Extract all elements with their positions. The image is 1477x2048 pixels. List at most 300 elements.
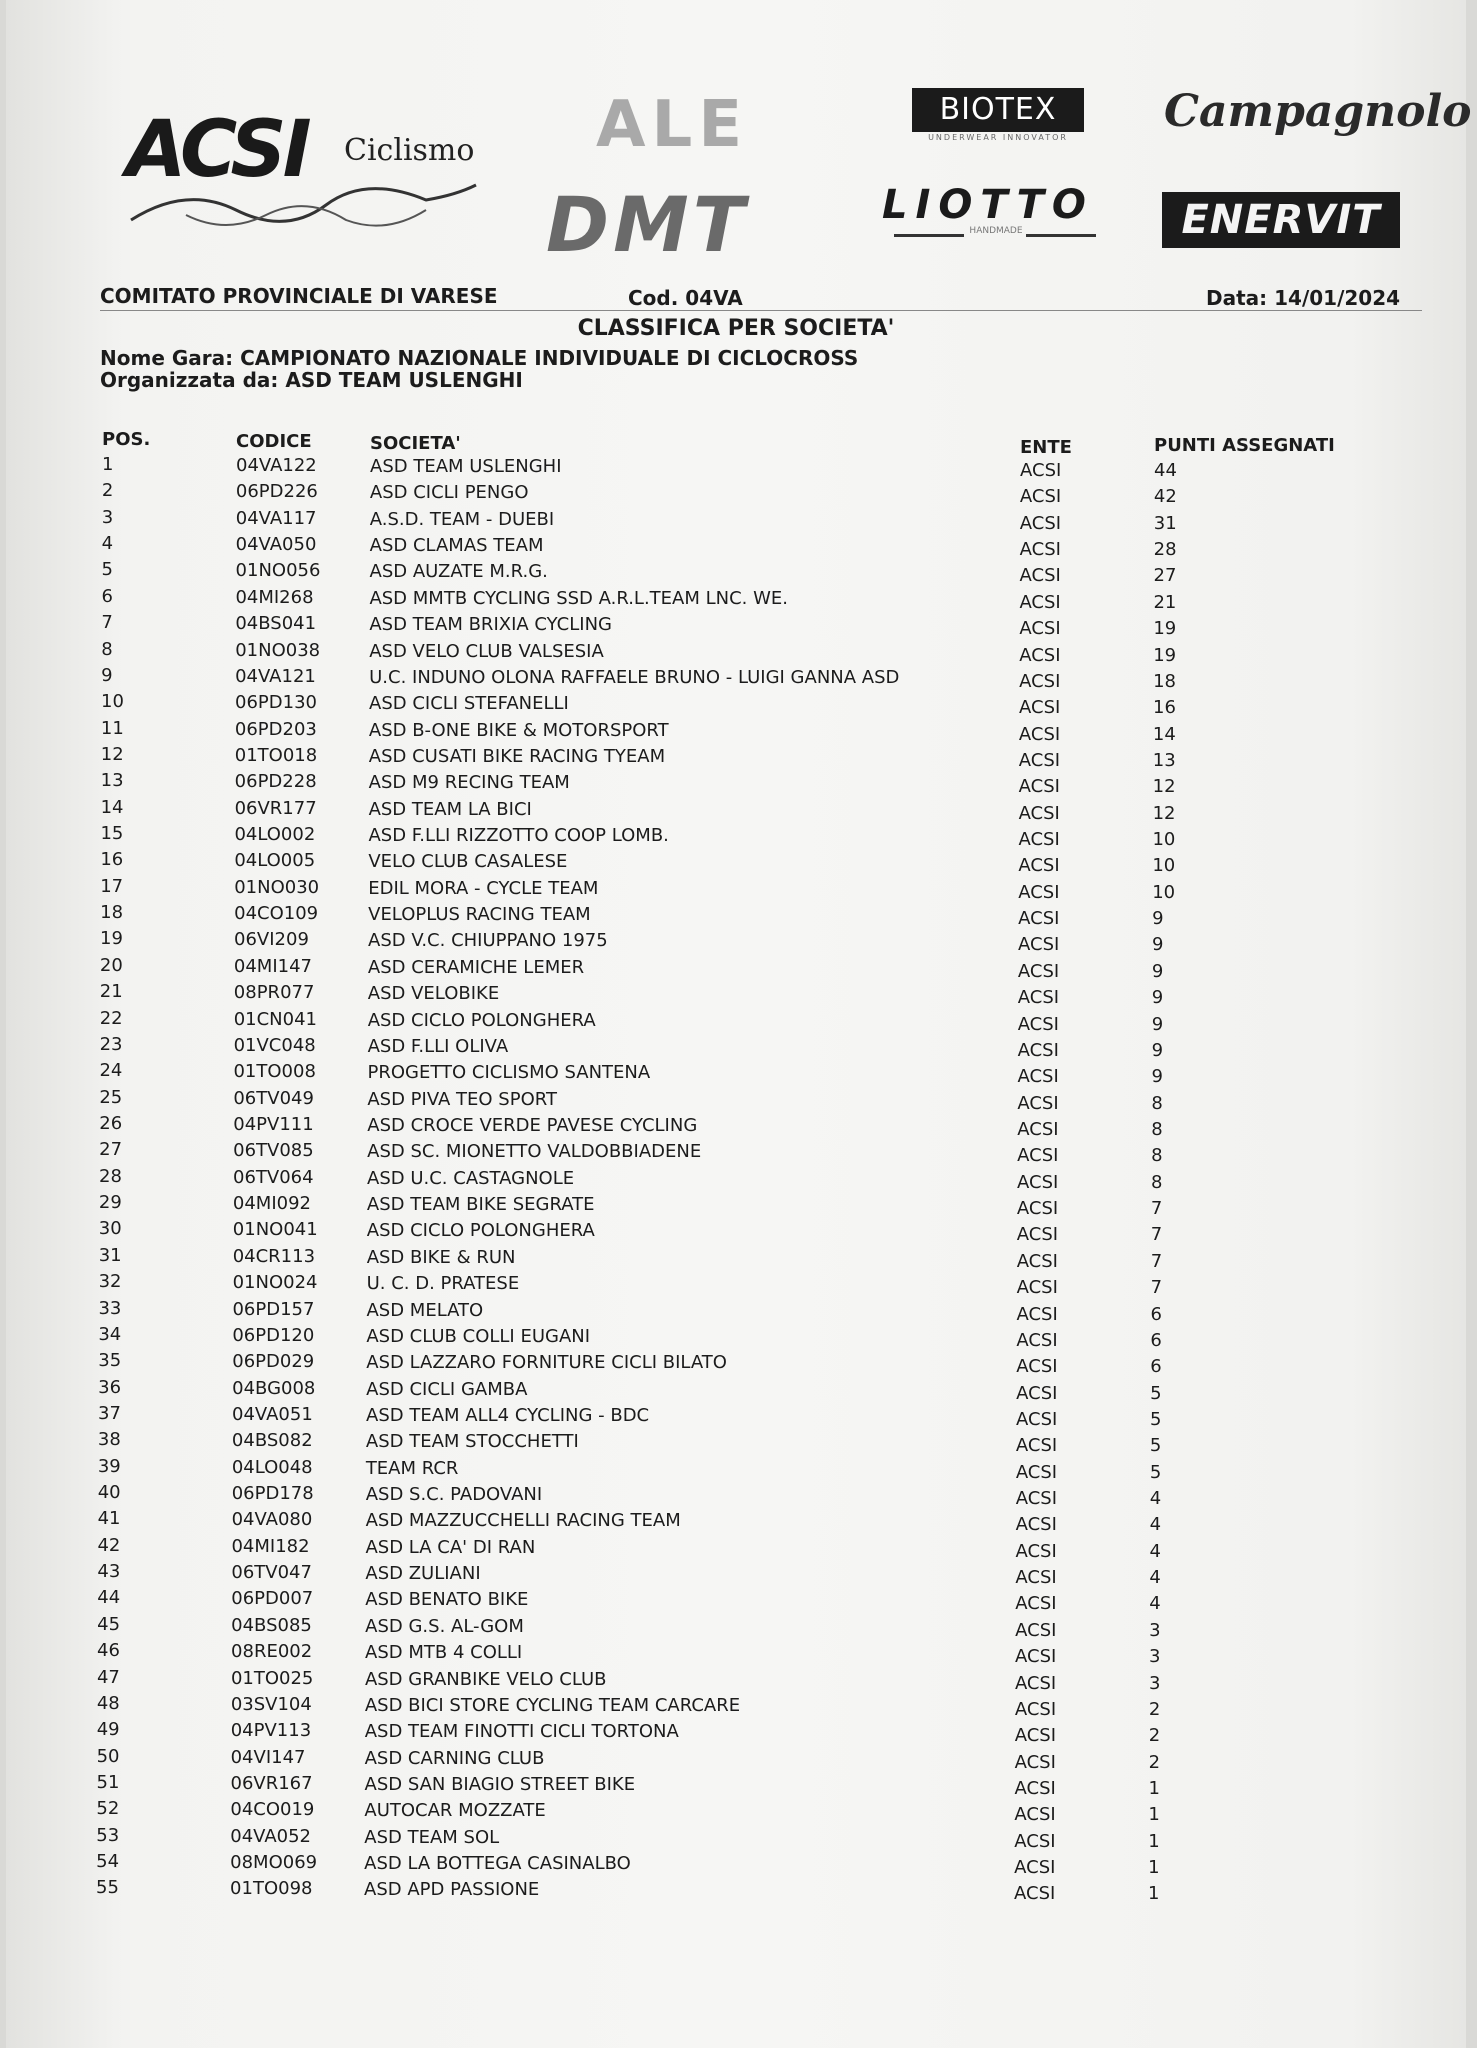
cell-points: 12 — [1152, 802, 1176, 824]
cell-code: 04VA050 — [235, 534, 317, 556]
cell-pos: 26 — [99, 1113, 123, 1134]
cell-points: 3 — [1149, 1619, 1161, 1641]
cell-body: ACSI — [1018, 723, 1061, 745]
cell-points: 10 — [1152, 881, 1176, 903]
cell-points: 9 — [1151, 1013, 1164, 1035]
table-row — [6, 955, 1466, 981]
cell-points: 6 — [1150, 1329, 1162, 1351]
cell-pos: 11 — [100, 717, 124, 739]
cell-body: ACSI — [1020, 460, 1062, 481]
cell-body: ACSI — [1018, 776, 1060, 798]
table-row — [6, 1139, 1466, 1165]
cell-points: 4 — [1149, 1514, 1162, 1536]
cell-pos: 39 — [97, 1455, 121, 1477]
cell-club: ASD MTB 4 COLLI — [365, 1642, 523, 1664]
table-row — [6, 1034, 1466, 1060]
page-title: CLASSIFICA PER SOCIETA' — [577, 316, 895, 341]
cell-code: 04VA117 — [235, 507, 317, 529]
cell-body: ACSI — [1015, 1488, 1058, 1510]
cell-pos: 28 — [99, 1165, 122, 1187]
cell-pos: 34 — [98, 1323, 122, 1345]
dmt-logo: DMT — [546, 180, 749, 269]
cell-code: 04LO005 — [234, 850, 316, 872]
cell-points: 10 — [1152, 855, 1176, 877]
cell-code: 06PD029 — [232, 1351, 315, 1373]
cell-body: ACSI — [1016, 1198, 1059, 1220]
cell-points: 27 — [1153, 565, 1177, 587]
table-row — [6, 1640, 1466, 1666]
cell-code: 06TV085 — [233, 1140, 314, 1162]
table-row — [6, 1719, 1466, 1745]
cell-code: 08MO069 — [230, 1852, 318, 1874]
campagnolo-logo: Campagnolo — [1164, 86, 1472, 137]
table-row — [6, 1482, 1466, 1508]
cell-points: 6 — [1150, 1356, 1162, 1378]
cell-pos: 8 — [101, 638, 113, 660]
cell-code: 04CR113 — [232, 1245, 316, 1267]
table-row — [6, 507, 1466, 533]
cell-points: 2 — [1148, 1751, 1161, 1773]
cell-club: ASD VELO CLUB VALSESIA — [369, 640, 604, 662]
cell-body: ACSI — [1015, 1619, 1057, 1641]
table-row — [6, 928, 1466, 954]
cell-club: U.C. INDUNO OLONA RAFFAELE BRUNO - LUIGI GANNA ASD — [369, 666, 900, 688]
table-row — [6, 1535, 1466, 1561]
cell-club: ASD CUSATI BIKE RACING TYEAM — [368, 745, 666, 767]
cell-body: ACSI — [1018, 934, 1060, 956]
cell-points: 3 — [1148, 1672, 1161, 1694]
cell-code: 08PR077 — [233, 982, 315, 1004]
table-row — [6, 480, 1466, 506]
cell-body: ACSI — [1019, 697, 1061, 719]
cell-pos: 45 — [97, 1613, 121, 1635]
cell-body: ACSI — [1016, 1382, 1058, 1404]
cell-body: ACSI — [1016, 1277, 1058, 1299]
cell-code: 04CO109 — [234, 903, 319, 925]
cell-club: ASD CERAMICHE LEMER — [367, 956, 585, 978]
cell-body: ACSI — [1015, 1540, 1057, 1562]
column-header-points: PUNTI ASSEGNATI — [1154, 435, 1335, 456]
cell-body: ACSI — [1016, 1408, 1058, 1430]
cell-club: ASD CICLI PENGO — [369, 482, 529, 504]
race-code: Cod. 04VA — [628, 286, 743, 310]
table-row — [6, 902, 1466, 928]
cell-pos: 25 — [99, 1086, 123, 1108]
table-row — [6, 876, 1466, 902]
cell-club: ASD SAN BIAGIO STREET BIKE — [364, 1774, 636, 1795]
header-divider — [100, 310, 1422, 311]
cell-pos: 17 — [100, 875, 124, 897]
cell-points: 1 — [1148, 1830, 1160, 1852]
cell-code: 04MI268 — [235, 586, 314, 608]
cell-body: ACSI — [1017, 960, 1060, 982]
table-row — [6, 1561, 1466, 1587]
cell-pos: 4 — [101, 533, 114, 555]
table-row — [6, 1350, 1466, 1376]
cell-body: ACSI — [1014, 1725, 1057, 1747]
cell-body: ACSI — [1017, 1013, 1059, 1035]
cell-pos: 15 — [100, 823, 124, 845]
cell-points: 12 — [1152, 776, 1176, 798]
cell-points: 16 — [1153, 697, 1176, 719]
cell-code: 04BS041 — [235, 613, 317, 635]
cell-body: ACSI — [1014, 1830, 1056, 1852]
cell-club: ASD CICLI GAMBA — [366, 1378, 528, 1400]
cell-club: ASD TEAM FINOTTI CICLI TORTONA — [364, 1721, 679, 1743]
cell-code: 01CN041 — [233, 1008, 317, 1030]
cell-pos: 14 — [100, 796, 124, 818]
cell-body: ACSI — [1018, 855, 1060, 877]
cell-club: VELO CLUB CASALESE — [368, 851, 568, 873]
cell-club: ASD TEAM ALL4 CYCLING - BDC — [366, 1404, 650, 1426]
cell-pos: 1 — [102, 454, 114, 475]
cell-code: 04BS085 — [231, 1614, 312, 1636]
cell-code: 06PD178 — [231, 1483, 314, 1505]
table-row — [6, 691, 1466, 717]
cell-pos: 44 — [97, 1587, 121, 1609]
cell-pos: 23 — [99, 1033, 123, 1055]
table-row — [6, 1087, 1466, 1113]
cell-body: ACSI — [1018, 829, 1060, 851]
cell-club: ASD MELATO — [366, 1299, 484, 1321]
cell-pos: 35 — [98, 1350, 122, 1372]
cell-code: 06VI209 — [234, 929, 309, 951]
acsi-swirl-icon — [126, 165, 486, 235]
cell-points: 14 — [1152, 723, 1176, 745]
cell-club: ASD F.LLI OLIVA — [367, 1035, 509, 1057]
cell-points: 7 — [1150, 1198, 1163, 1220]
table-row — [6, 612, 1466, 638]
cell-code: 06PD007 — [231, 1588, 314, 1610]
cell-points: 9 — [1151, 1066, 1163, 1088]
cell-body: ACSI — [1019, 512, 1062, 534]
race-name: Nome Gara: CAMPIONATO NAZIONALE INDIVIDUALE DI CICLOCROSS — [100, 346, 859, 370]
column-header-body: ENTE — [1020, 437, 1072, 458]
table-row — [6, 586, 1466, 612]
cell-pos: 2 — [101, 480, 114, 502]
cell-code: 04VA122 — [236, 455, 317, 476]
cell-pos: 51 — [96, 1772, 120, 1793]
table-row — [6, 1877, 1466, 1903]
cell-points: 28 — [1153, 539, 1177, 561]
cell-pos: 31 — [98, 1244, 122, 1266]
cell-body: ACSI — [1015, 1593, 1057, 1615]
cell-points: 9 — [1151, 960, 1164, 982]
cell-club: ASD M9 RECING TEAM — [368, 772, 570, 794]
cell-body: ACSI — [1014, 1883, 1056, 1905]
cell-club: TEAM RCR — [365, 1457, 459, 1479]
table-row — [6, 1614, 1466, 1640]
table-row — [6, 1429, 1466, 1455]
cell-body: ACSI — [1016, 1303, 1058, 1325]
cell-club: ASD VELOBIKE — [367, 983, 500, 1005]
cell-points: 9 — [1151, 1039, 1164, 1061]
cell-points: 4 — [1149, 1488, 1162, 1510]
cell-pos: 12 — [100, 743, 124, 765]
cell-club: PROGETTO CICLISMO SANTENA — [367, 1062, 651, 1084]
cell-pos: 53 — [96, 1824, 120, 1846]
cell-points: 19 — [1153, 644, 1177, 666]
cell-pos: 33 — [98, 1297, 122, 1319]
cell-pos: 55 — [96, 1877, 119, 1899]
cell-body: ACSI — [1014, 1857, 1056, 1879]
cell-code: 06PD130 — [235, 692, 317, 714]
table-row — [6, 1456, 1466, 1482]
cell-pos: 29 — [98, 1192, 122, 1214]
cell-code: 08RE002 — [231, 1641, 313, 1663]
cell-body: ACSI — [1019, 670, 1061, 692]
table-row — [6, 1693, 1466, 1719]
cell-club: ASD TEAM STOCCHETTI — [365, 1431, 579, 1453]
liotto-tagline: HANDMADE — [969, 226, 1023, 236]
cell-club: U. C. D. PRATESE — [366, 1273, 520, 1295]
cell-club: ASD F.LLI RIZZOTTO COOP LOMB. — [368, 825, 669, 847]
cell-points: 5 — [1149, 1435, 1162, 1457]
cell-body: ACSI — [1014, 1672, 1057, 1694]
cell-code: 01TO018 — [234, 744, 318, 766]
cell-club: ASD AUZATE M.R.G. — [369, 561, 548, 583]
cell-body: ACSI — [1019, 644, 1061, 666]
cell-code: 04BS082 — [231, 1430, 313, 1452]
table-row — [6, 1851, 1466, 1877]
cell-pos: 52 — [96, 1798, 120, 1820]
cell-code: 03SV104 — [230, 1693, 312, 1715]
cell-body: ACSI — [1017, 1145, 1059, 1167]
cell-club: ASD V.C. CHIUPPANO 1975 — [368, 930, 608, 952]
cell-club: ASD TEAM SOL — [364, 1826, 500, 1848]
cell-body: ACSI — [1018, 881, 1060, 903]
cell-club: ASD GRANBIKE VELO CLUB — [364, 1668, 607, 1690]
cell-code: 01NO024 — [232, 1272, 318, 1294]
cell-points: 13 — [1152, 749, 1176, 771]
table-row — [6, 1587, 1466, 1613]
cell-points: 7 — [1150, 1250, 1163, 1272]
cell-body: ACSI — [1017, 1171, 1059, 1193]
cell-code: 04VI147 — [230, 1746, 306, 1768]
cell-body: ACSI — [1019, 591, 1061, 613]
cell-points: 9 — [1152, 934, 1164, 956]
cell-club: ASD BENATO BIKE — [365, 1589, 529, 1611]
cell-pos: 46 — [97, 1640, 120, 1662]
cell-code: 04CO019 — [230, 1799, 315, 1821]
cell-pos: 38 — [97, 1429, 121, 1451]
table-row — [6, 1825, 1466, 1851]
table-row — [6, 1113, 1466, 1139]
cell-club: ASD CLUB COLLI EUGANI — [366, 1325, 591, 1347]
table-row — [6, 770, 1466, 796]
table-row — [6, 1772, 1466, 1798]
cell-code: 04MI182 — [231, 1535, 310, 1557]
table-row — [6, 718, 1466, 744]
cell-points: 3 — [1149, 1646, 1161, 1668]
table-row — [6, 1192, 1466, 1218]
cell-points: 5 — [1149, 1461, 1162, 1483]
cell-club: ASD TEAM BRIXIA CYCLING — [369, 614, 613, 636]
table-row — [6, 1008, 1466, 1034]
table-row — [6, 981, 1466, 1007]
cell-points: 1 — [1148, 1778, 1160, 1799]
cell-body: ACSI — [1018, 908, 1060, 930]
acsi-logo-subtitle: Ciclismo — [344, 133, 475, 168]
table-row — [6, 744, 1466, 770]
cell-pos: 9 — [101, 664, 113, 686]
cell-body: ACSI — [1015, 1567, 1057, 1589]
cell-club: ASD CLAMAS TEAM — [369, 535, 544, 557]
cell-points: 8 — [1151, 1171, 1163, 1193]
cell-body: ACSI — [1014, 1698, 1057, 1720]
cell-body: ACSI — [1019, 565, 1061, 587]
table-row — [6, 665, 1466, 691]
cell-pos: 18 — [100, 902, 124, 924]
liotto-line-left — [894, 234, 964, 237]
organizer: Organizzata da: ASD TEAM USLENGHI — [100, 368, 523, 392]
biotex-logo: BIOTEX — [912, 88, 1084, 132]
cell-pos: 3 — [101, 506, 114, 528]
table-row — [6, 1060, 1466, 1086]
table-row — [6, 533, 1466, 559]
cell-code: 04MI147 — [233, 955, 313, 977]
cell-code: 06TV047 — [231, 1562, 312, 1584]
cell-points: 18 — [1153, 670, 1177, 692]
cell-club: ASD CICLO POLONGHERA — [367, 1009, 596, 1031]
cell-pos: 41 — [97, 1508, 121, 1530]
column-header-club: SOCIETA' — [370, 433, 461, 454]
cell-code: 06TV049 — [233, 1087, 314, 1109]
cell-body: ACSI — [1016, 1224, 1059, 1246]
cell-body: ACSI — [1015, 1435, 1058, 1457]
cell-body: ACSI — [1017, 987, 1060, 1009]
cell-club: ASD PIVA TEO SPORT — [367, 1088, 557, 1110]
cell-body: ACSI — [1014, 1778, 1056, 1799]
table-row — [6, 797, 1466, 823]
cell-body: ACSI — [1017, 1066, 1059, 1088]
cell-code: 01NO056 — [235, 560, 321, 582]
cell-club: ASD MAZZUCCHELLI RACING TEAM — [365, 1510, 681, 1532]
cell-points: 1 — [1148, 1857, 1160, 1879]
cell-pos: 40 — [97, 1482, 121, 1504]
committee-name: COMITATO PROVINCIALE DI VARESE — [100, 284, 498, 308]
cell-club: ASD G.S. AL-GOM — [365, 1615, 524, 1637]
cell-pos: 47 — [96, 1666, 120, 1688]
cell-pos: 48 — [96, 1692, 120, 1714]
cell-pos: 22 — [99, 1007, 123, 1029]
table-row — [6, 1798, 1466, 1824]
table-row — [6, 1667, 1466, 1693]
cell-code: 06PD203 — [234, 718, 317, 740]
document-date: Data: 14/01/2024 — [1206, 286, 1401, 310]
column-header-pos: POS. — [102, 429, 151, 450]
cell-pos: 13 — [100, 770, 124, 792]
cell-pos: 54 — [96, 1851, 120, 1873]
cell-club: ASD MMTB CYCLING SSD A.R.L.TEAM LNC. WE. — [369, 587, 789, 609]
table-row — [6, 1245, 1466, 1271]
cell-points: 42 — [1153, 486, 1177, 508]
cell-points: 8 — [1151, 1145, 1163, 1167]
cell-points: 44 — [1154, 460, 1177, 481]
cell-body: ACSI — [1018, 802, 1060, 824]
cell-club: ASD U.C. CASTAGNOLE — [367, 1167, 575, 1189]
document-page — [6, 0, 1472, 2048]
cell-code: 04PV113 — [230, 1720, 312, 1742]
cell-body: ACSI — [1019, 539, 1061, 561]
cell-code: 04BG008 — [232, 1377, 316, 1399]
cell-club: ASD SC. MIONETTO VALDOBBIADENE — [367, 1141, 702, 1163]
cell-points: 6 — [1150, 1303, 1162, 1325]
cell-points: 4 — [1149, 1540, 1161, 1562]
cell-points: 9 — [1151, 987, 1164, 1009]
table-row — [6, 1298, 1466, 1324]
cell-pos: 32 — [98, 1271, 122, 1293]
liotto-logo: LIOTTO — [882, 182, 1094, 228]
cell-club: ASD CICLI STEFANELLI — [369, 693, 569, 715]
cell-points: 10 — [1152, 829, 1176, 851]
cell-code: 04VA052 — [230, 1825, 312, 1847]
cell-pos: 6 — [101, 585, 113, 607]
biotex-tagline: UNDERWEAR INNOVATOR — [928, 133, 1068, 142]
cell-body: ACSI — [1017, 1119, 1059, 1140]
cell-pos: 21 — [99, 981, 123, 1003]
cell-pos: 10 — [101, 691, 124, 713]
cell-body: ACSI — [1015, 1646, 1057, 1668]
table-row — [6, 1324, 1466, 1350]
cell-code: 06PD228 — [234, 771, 317, 793]
cell-body: ACSI — [1015, 1461, 1058, 1483]
cell-code: 01VC048 — [233, 1034, 316, 1056]
cell-body: ACSI — [1014, 1804, 1056, 1826]
cell-pos: 19 — [100, 928, 123, 950]
table-row — [6, 559, 1466, 585]
cell-code: 04LO048 — [231, 1456, 313, 1478]
cell-points: 4 — [1149, 1593, 1161, 1615]
cell-club: AUTOCAR MOZZATE — [364, 1800, 546, 1822]
cell-club: A.S.D. TEAM - DUEBI — [369, 508, 555, 530]
cell-body: ACSI — [1019, 486, 1062, 508]
cell-code: 01NO041 — [232, 1219, 318, 1241]
cell-club: ASD LA CA' DI RAN — [365, 1536, 536, 1558]
cell-code: 01NO030 — [234, 876, 320, 898]
table-row — [6, 1271, 1466, 1297]
table-row — [6, 1377, 1466, 1403]
cell-pos: 7 — [101, 612, 113, 634]
acsi-logo — [126, 105, 486, 235]
cell-pos: 49 — [96, 1719, 120, 1741]
cell-code: 06VR167 — [230, 1773, 313, 1794]
cell-points: 19 — [1153, 618, 1177, 640]
cell-code: 04LO002 — [234, 824, 316, 846]
cell-code: 06TV064 — [233, 1166, 314, 1188]
cell-body: ACSI — [1017, 1039, 1059, 1061]
cell-body: ACSI — [1016, 1329, 1058, 1351]
cell-club: ASD ZULIANI — [365, 1563, 481, 1585]
cell-code: 01NO038 — [235, 639, 321, 661]
cell-club: ASD TEAM USLENGHI — [370, 456, 562, 477]
cell-club: EDIL MORA - CYCLE TEAM — [368, 877, 599, 899]
cell-code: 04MI092 — [232, 1193, 312, 1215]
cell-club: ASD CARNING CLUB — [364, 1747, 545, 1769]
cell-points: 9 — [1152, 908, 1164, 930]
cell-points: 7 — [1150, 1277, 1163, 1299]
cell-club: ASD TEAM LA BICI — [368, 798, 532, 820]
cell-pos: 5 — [101, 559, 113, 581]
cell-code: 04VA051 — [232, 1403, 313, 1425]
cell-points: 7 — [1150, 1224, 1163, 1246]
cell-code: 06PD120 — [232, 1324, 315, 1346]
cell-body: ACSI — [1016, 1250, 1058, 1272]
cell-points: 2 — [1148, 1725, 1161, 1747]
table-row — [6, 1218, 1466, 1244]
cell-pos: 37 — [98, 1402, 121, 1424]
cell-code: 01TO098 — [230, 1878, 313, 1900]
